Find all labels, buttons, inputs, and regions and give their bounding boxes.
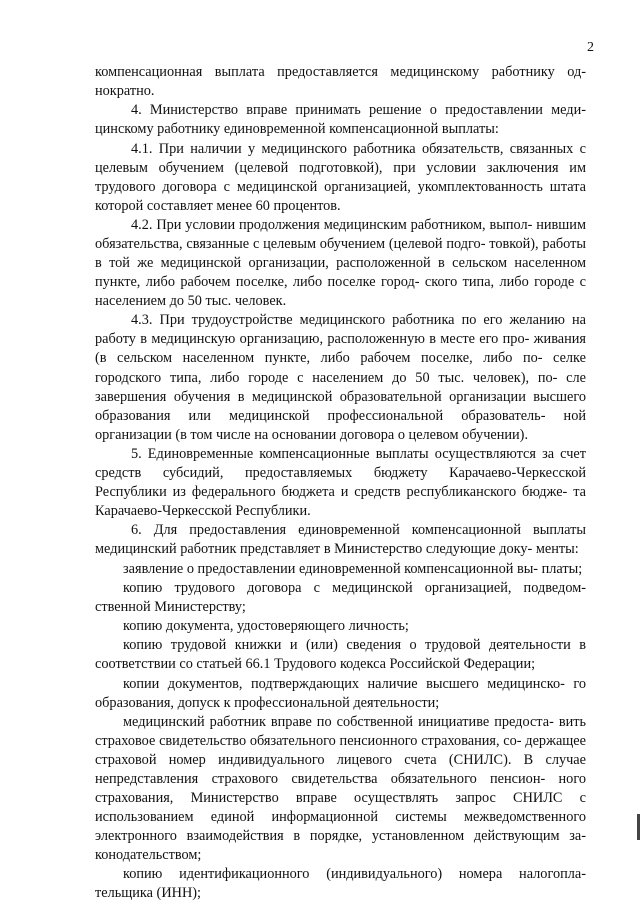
paragraph-4-1: 4.1. При наличии у медицинского работника обязательств, связанных с целевым обучением (целевой подготовкой), при условии заключения им трудового договора с медицинской организацией, укомплектованность штата которой составляет менее 60 процентов.	[95, 140, 586, 214]
document-list-item-education-documents: копии документов, подтверждающих наличие высшего медицинско- го образования, допуск к профессиональной деятельности;	[95, 675, 586, 711]
document-list-item-work-record: копию трудовой книжки и (или) сведения о трудовой деятельности в соответствии со статьей 66.1 Трудового кодекса Российской Федерации;	[95, 637, 586, 673]
document-body	[95, 63, 586, 904]
paragraph-4-3: 4.3. При трудоустройстве медицинского работника по его желанию на работу в медицинскую организацию, расположенную в месте его про- живания (в сельском населенном пункте, либо рабочем поселке, либо по- селке городского типа, либо городе с населением до 50 тыс. человек), по- сле завершения обучения в медицинской образовательной организации высшего образования или медицинской профессиональной образователь- ной организации (в том числе на основании договора о целевом обучении).	[95, 312, 586, 443]
document-list-item-snils: медицинский работник вправе по собственной инициативе предоста- вить страховое свидетельство обязательного пенсионного страхования, со- держащее страховой номер индивидуального лицевого счета (СНИЛС). В случае непредставления страхового свидетельства обязательного пенсион- ного страхования, Министерство вправе осуществлять запрос СНИЛС с использованием единой информационной системы межведомственного электронного взаимодействия в порядке, установленном действующим за- конодательством;	[95, 713, 586, 864]
document-list-item-inn: копию идентификационного (индивидуального) номера налогопла- тельщика (ИНН);	[95, 866, 586, 902]
paragraph-5: 5. Единовременные компенсационные выплаты осуществляются за счет средств субсидий, предоставляемых бюджету Карачаево-Черкесской Республики из федерального бюджета и средств республиканского бюдже- та Карачаево-Черкесской Республики.	[95, 445, 586, 520]
document-list-item-employment-contract: копию трудового договора с медицинской организацией, подведом- ственной Министерству;	[95, 579, 586, 615]
paragraph-4-2: 4.2. При условии продолжения медицинским работником, выпол- нившим обязательства, связанные с целевым обучением (целевой подго- товкой), работы в той же медицинской организации, расположенной в сельском населенном пункте, либо рабочем поселке, либо поселке город- ского типа, либо городе с населением до 50 тыс. человек.	[95, 216, 586, 310]
paragraph-1-continuation: компенсационная выплата предоставляется медицинскому работнику од- нократно.	[95, 64, 586, 100]
paragraph-4: 4. Министерство вправе принимать решение о предоставлении меди- цинскому работнику единовременной компенсационной выплаты:	[95, 102, 586, 138]
document-list-item-application: заявление о предоставлении единовременной компенсационной вы- платы;	[123, 560, 583, 577]
document-list-item-identity-document: копию документа, удостоверяющего личность;	[123, 618, 409, 635]
paragraph-6: 6. Для предоставления единовременной компенсационной выплаты медицинский работник представляет в Министерство следующие доку- менты:	[95, 522, 586, 558]
page-number: 2	[587, 40, 594, 55]
